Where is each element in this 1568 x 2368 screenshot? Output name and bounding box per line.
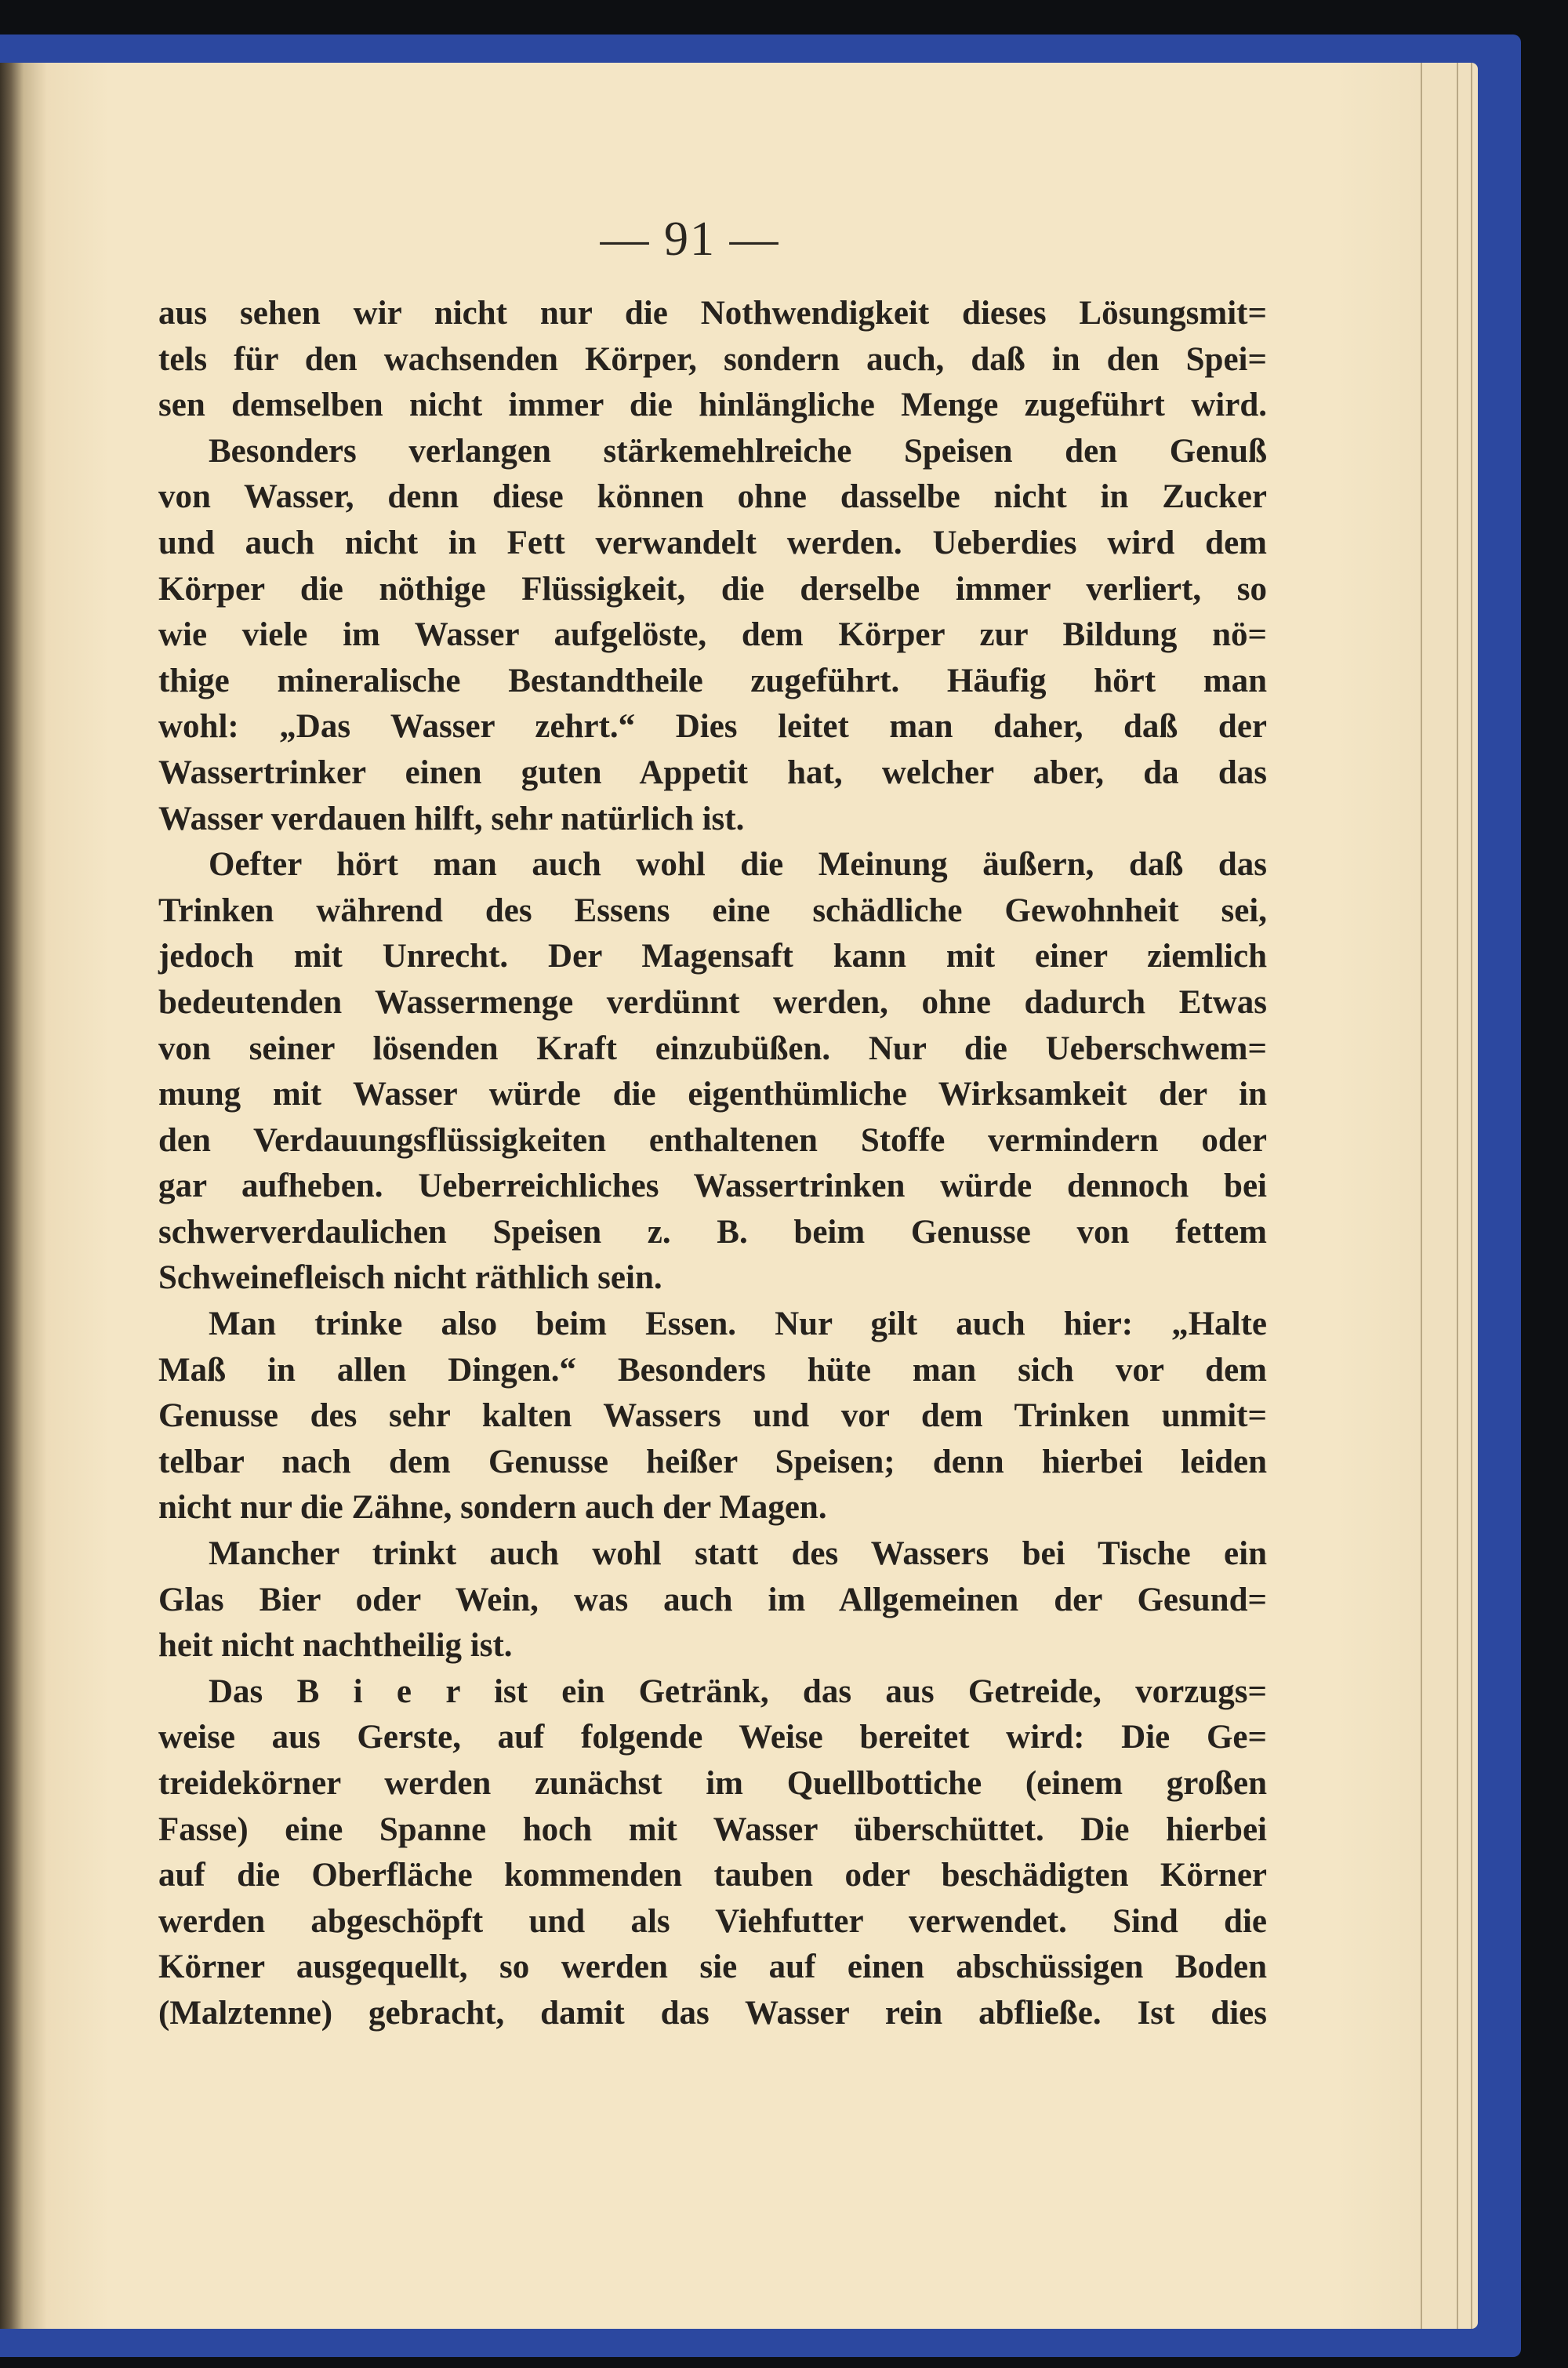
page-edge <box>1421 63 1422 2329</box>
text-line: Man trinke also beim Essen. Nur gilt auch hier: „Halte <box>209 1306 1267 1343</box>
text-line: Das B i e r ist ein Getränk, das aus Getreide, vorzugs= <box>209 1672 1267 1710</box>
text-line: thige mineralische Bestandtheile zugeführt. Häufig hört man <box>158 662 1267 699</box>
text-line: schwerverdaulichen Speisen z. B. beim Genusse von fettem <box>158 1213 1267 1251</box>
page-edge <box>1471 63 1472 2329</box>
text-line: Trinken während des Essens eine schädliche Gewohnheit sei, <box>158 892 1267 929</box>
text-line: jedoch mit Unrecht. Der Magensaft kann mit einer ziemlich <box>158 938 1267 975</box>
text-line: (Malztenne) gebracht, damit das Wasser rein abfließe. Ist dies <box>158 1994 1267 2032</box>
text-line: tels für den wachsenden Körper, sondern auch, daß in den Spei= <box>158 340 1267 378</box>
text-line: Wasser verdauen hilft, sehr natürlich ist. <box>158 800 745 837</box>
text-line: Genusse des sehr kalten Wassers und vor dem Trinken unmit= <box>158 1397 1267 1435</box>
text-line: Oefter hört man auch wohl die Meinung äußern, daß das <box>209 846 1267 884</box>
text-line: Glas Bier oder Wein, was auch im Allgemeinen der Gesund= <box>158 1581 1267 1618</box>
text-line: von Wasser, denn diese können ohne dasselbe nicht in Zucker <box>158 478 1267 516</box>
text-line: werden abgeschöpft und als Viehfutter verwendet. Sind die <box>158 1902 1267 1940</box>
text-line: wie viele im Wasser aufgelöste, dem Körper zur Bildung nö= <box>158 616 1267 654</box>
text-line: gar aufheben. Ueberreichliches Wassertrinken würde dennoch bei <box>158 1168 1267 1205</box>
text-line: Fasse) eine Spanne hoch mit Wasser überschüttet. Die hierbei <box>158 1811 1267 1848</box>
text-line: auf die Oberfläche kommenden tauben oder beschädigten Körner <box>158 1857 1267 1894</box>
text-line: den Verdauungsflüssigkeiten enthaltenen Stoffe vermindern oder <box>158 1121 1267 1159</box>
text-line: bedeutenden Wassermenge verdünnt werden, ohne dadurch Etwas <box>158 983 1267 1021</box>
page-number: — 91 — <box>600 212 780 266</box>
text-line: mung mit Wasser würde die eigenthümliche Wirksamkeit der in <box>158 1076 1267 1113</box>
text-line: treidekörner werden zunächst im Quellbottiche (einem großen <box>158 1765 1267 1802</box>
text-line: aus sehen wir nicht nur die Nothwendigkeit dieses Lösungsmit= <box>158 295 1267 332</box>
text-line: Maß in allen Dingen.“ Besonders hüte man sich vor dem <box>158 1351 1267 1389</box>
text-line: Wassertrinker einen guten Appetit hat, welcher aber, da das <box>158 754 1267 791</box>
text-line: weise aus Gerste, auf folgende Weise bereitet wird: Die Ge= <box>158 1719 1267 1756</box>
text-line: telbar nach dem Genusse heißer Speisen; denn hierbei leiden <box>158 1443 1267 1480</box>
text-line: Mancher trinkt auch wohl statt des Wassers bei Tische ein <box>209 1535 1267 1573</box>
text-line: Körner ausgequellt, so werden sie auf einen abschüssigen Boden <box>158 1949 1267 1986</box>
body-text <box>158 291 1267 2037</box>
text-line: wohl: „Das Wasser zehrt.“ Dies leitet man daher, daß der <box>158 708 1267 746</box>
text-line: Körper die nöthige Flüssigkeit, die derselbe immer verliert, so <box>158 570 1267 608</box>
text-line: heit nicht nachtheilig ist. <box>158 1627 513 1665</box>
text-line: Schweinefleisch nicht räthlich sein. <box>158 1259 662 1297</box>
text-line: von seiner lösenden Kraft einzubüßen. Nur die Ueberschwem= <box>158 1030 1267 1067</box>
text-line: nicht nur die Zähne, sondern auch der Magen. <box>158 1489 827 1527</box>
text-line: und auch nicht in Fett verwandelt werden. Ueberdies wird dem <box>158 524 1267 561</box>
text-line: Besonders verlangen stärkemehlreiche Speisen den Genuß <box>209 432 1267 470</box>
page-edge <box>1457 63 1458 2329</box>
text-line: sen demselben nicht immer die hinlängliche Menge zugeführt wird. <box>158 387 1267 424</box>
